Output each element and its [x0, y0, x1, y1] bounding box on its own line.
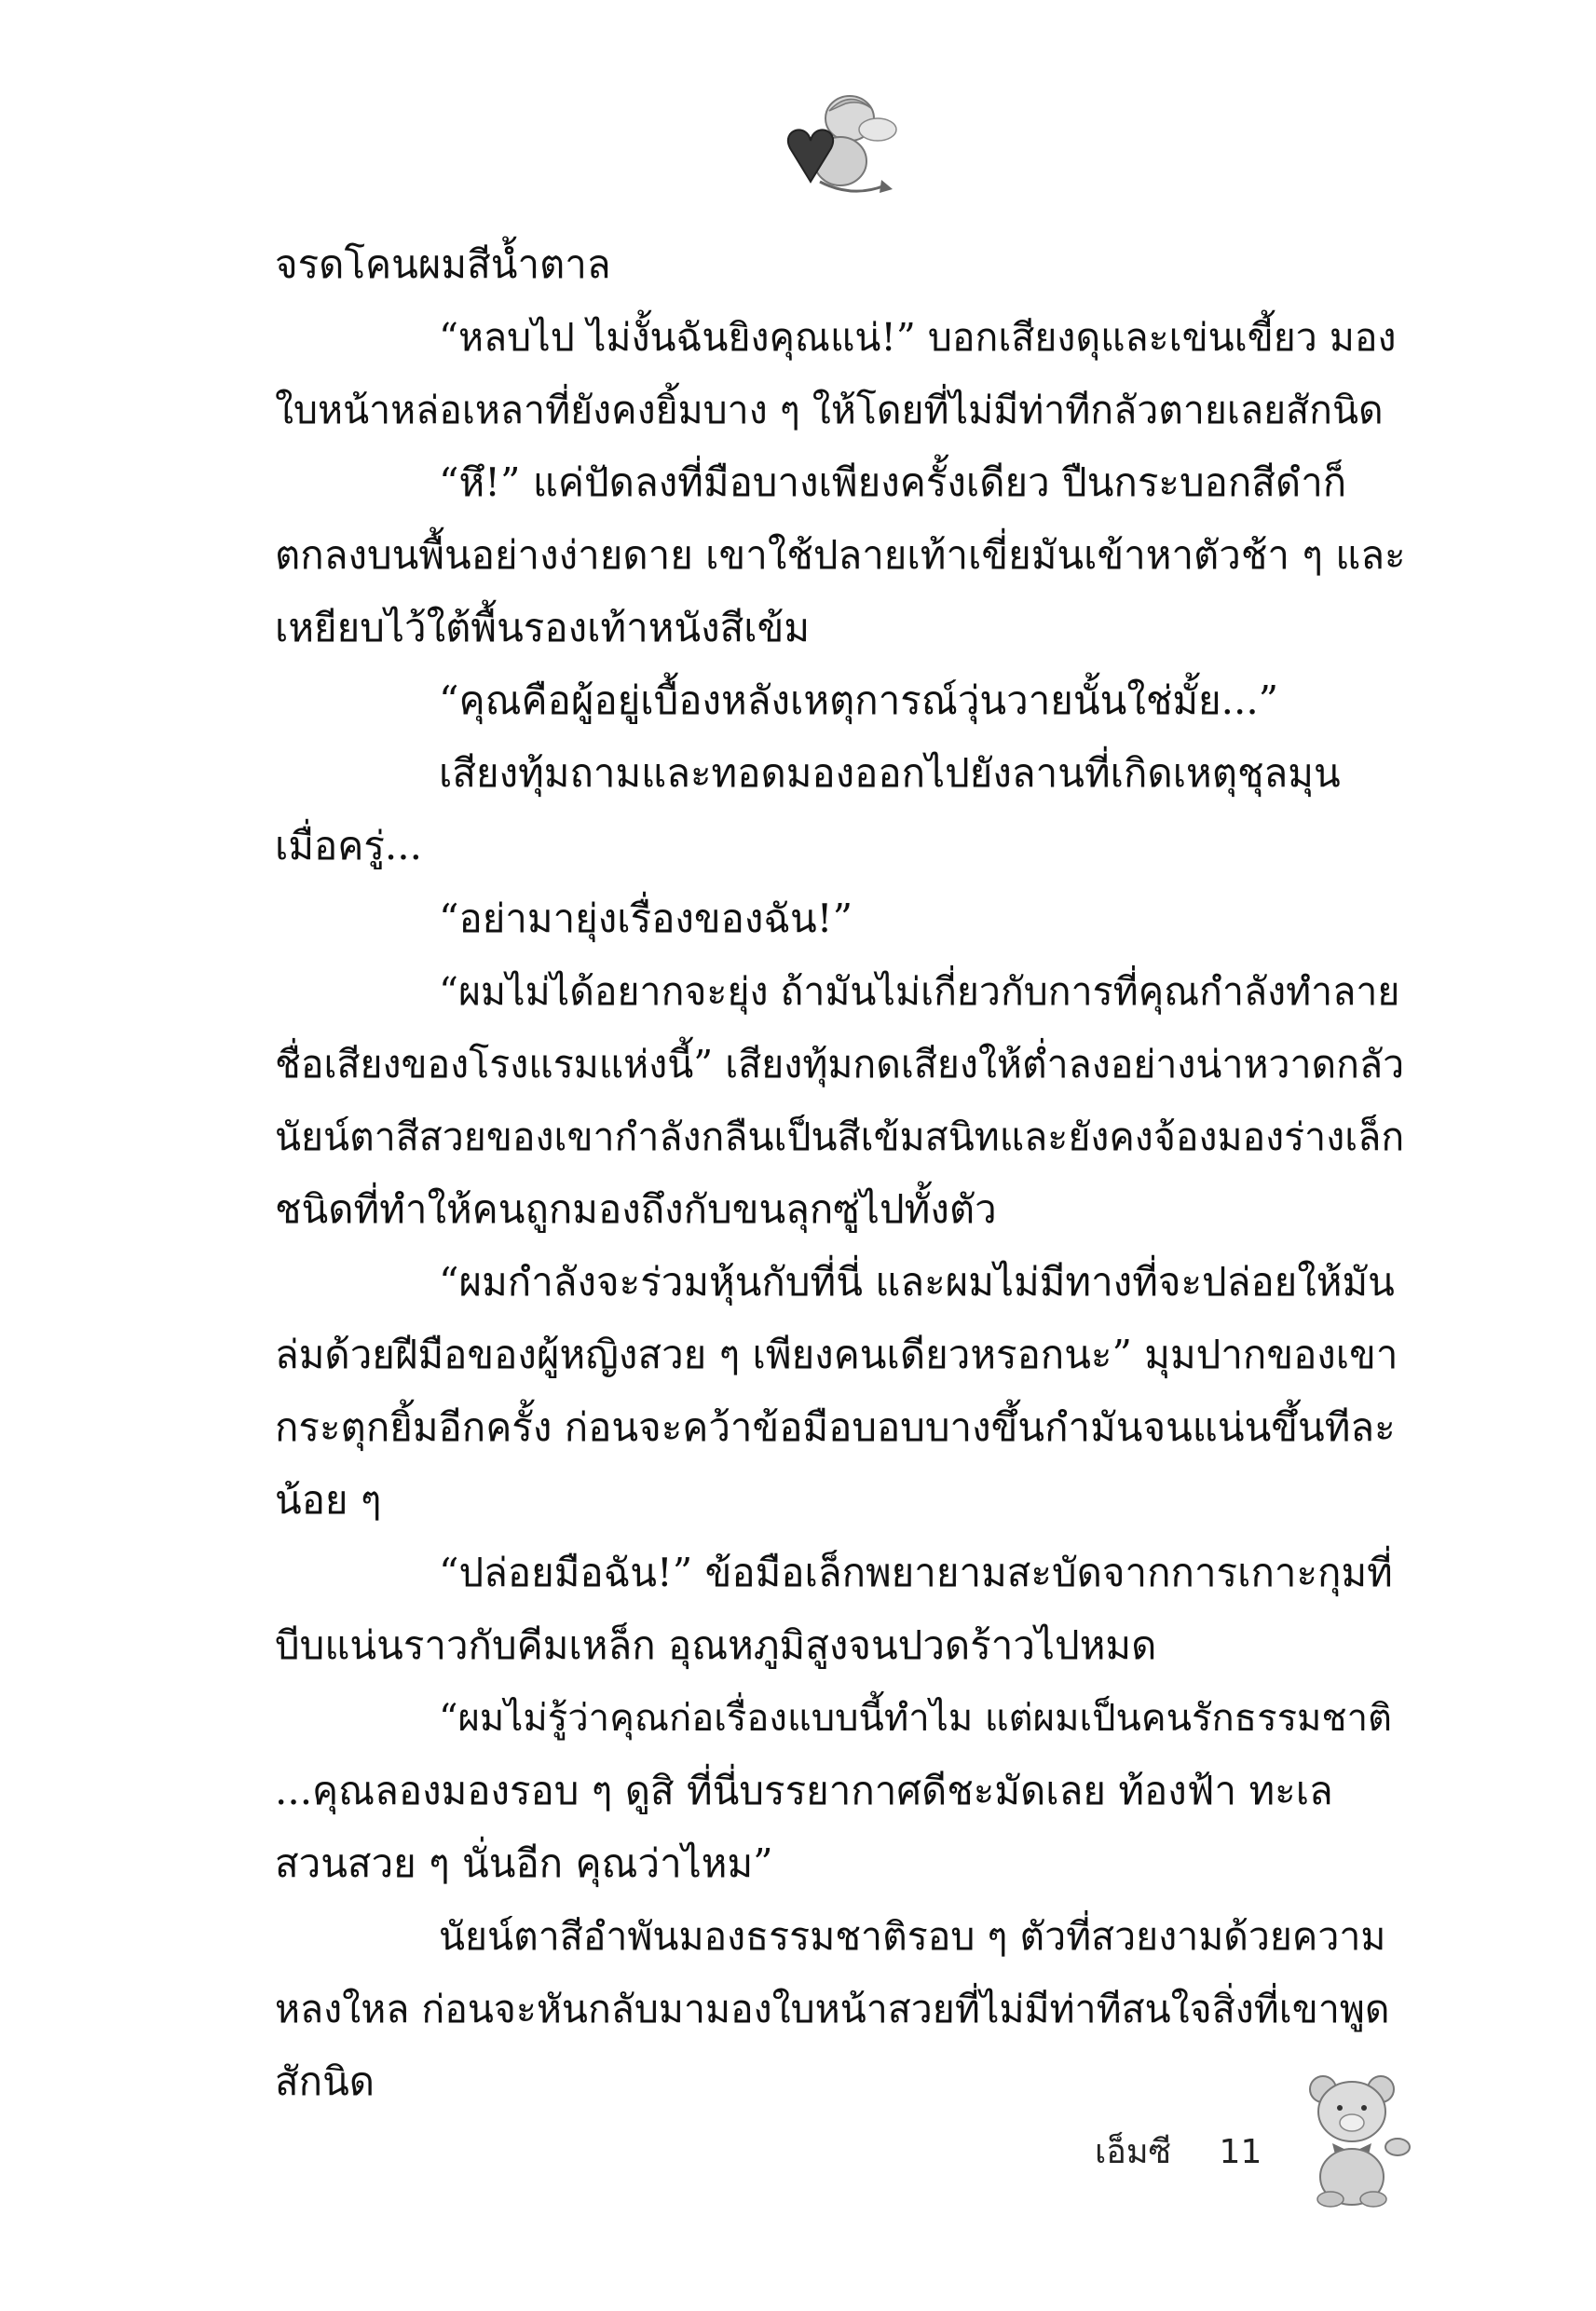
text-line: “ปล่อยมือฉัน!” ข้อมือเล็กพยายามสะบัดจากการเกาะกุมที่	[439, 1550, 1393, 1595]
text-line: สวนสวย ๆ นั่นอีก คุณว่าไหม”	[275, 1840, 773, 1886]
text-line: ล่มด้วยฝีมือของผู้หญิงสวย ๆ เพียงคนเดียวหรอกนะ” มุมปากของเขา	[275, 1332, 1398, 1377]
text-line: “ผมไม่รู้ว่าคุณก่อเรื่องแบบนี้ทำไม แต่ผมเป็นคนรักธรรมชาติ	[439, 1697, 1393, 1740]
text-line: ใบหน้าหล่อเหลาที่ยังคงยิ้มบาง ๆ ให้โดยที่ไม่มีท่าทีกลัวตายเลยสักนิด	[275, 388, 1384, 432]
text-line: “ผมไม่ได้อยากจะยุ่ง ถ้ามันไม่เกี่ยวกับการที่คุณกำลังทำลาย	[439, 969, 1400, 1014]
page-number: 11	[1219, 2133, 1262, 2171]
text-line: จรดโคนผมสีน้ำตาล	[275, 241, 611, 287]
text-line: “อย่ามายุ่งเรื่องของฉัน!”	[439, 896, 853, 941]
text-line: กระตุกยิ้มอีกครั้ง ก่อนจะคว้าข้อมือบอบบางขึ้นกำมันจนแน่นขึ้นทีละ	[275, 1404, 1396, 1450]
text-line: เมื่อครู่...	[275, 823, 422, 868]
text-line: นัยน์ตาสีอำพันมองธรรมชาติรอบ ๆ ตัวที่สวยงามด้วยความ	[439, 1914, 1386, 1959]
text-line: ชนิดที่ทำให้คนถูกมองถึงกับขนลุกซู่ไปทั้งตัว	[275, 1186, 997, 1232]
text-line: ตกลงบนพื้นอย่างง่ายดาย เขาใช้ปลายเท้าเขี่ยมันเข้าหาตัวช้า ๆ และ	[275, 532, 1406, 578]
text-line: นัยน์ตาสีสวยของเขากำลังกลืนเป็นสีเข้มสนิทและยังคงจ้องมองร่างเล็ก	[275, 1114, 1405, 1159]
cupid-heart-icon	[764, 89, 904, 205]
story-text	[275, 228, 1407, 2118]
text-line: “หึ!” แค่ปัดลงที่มือบางเพียงครั้งเดียว ปืนกระบอกสีดำก็	[439, 459, 1347, 505]
text-line: ...คุณลองมองรอบ ๆ ดูสิ ที่นี่บรรยากาศดีชะมัดเลย ท้องฟ้า ทะเล	[275, 1768, 1333, 1813]
text-line: เสียงทุ้มถามและทอดมองออกไปยังลานที่เกิดเหตุชุลมุน	[439, 750, 1341, 796]
teddy-bear-icon	[1295, 2069, 1416, 2208]
text-line: หลงใหล ก่อนจะหันกลับมามองใบหน้าสวยที่ไม่มีท่าทีสนใจสิ่งที่เขาพูด	[275, 1987, 1390, 2031]
text-line: บีบแน่นราวกับคีมเหล็ก อุณหภูมิสูงจนปวดร้าวไปหมด	[275, 1622, 1157, 1668]
book-name: เอ็มซี	[1095, 2133, 1172, 2171]
text-line: สักนิด	[275, 2058, 375, 2104]
text-line: “หลบไป ไม่งั้นฉันยิงคุณแน่!” บอกเสียงดุและเข่นเขี้ยว มอง	[439, 315, 1397, 360]
text-line: ชื่อเสียงของโรงแรมแห่งนี้” เสียงทุ้มกดเสียงให้ต่ำลงอย่างน่าหวาดกลัว	[275, 1042, 1405, 1087]
text-line: เหยียบไว้ใต้พื้นรองเท้าหนังสีเข้ม	[275, 605, 811, 650]
text-line: น้อย ๆ	[275, 1477, 382, 1523]
text-line: “ผมกำลังจะร่วมหุ้นกับที่นี่ และผมไม่มีทางที่จะปล่อยให้มัน	[439, 1259, 1395, 1305]
text-line: “คุณคือผู้อยู่เบื้องหลังเหตุการณ์วุ่นวายนั้นใช่มั้ย...”	[439, 677, 1279, 723]
page-footer	[1095, 2125, 1262, 2178]
